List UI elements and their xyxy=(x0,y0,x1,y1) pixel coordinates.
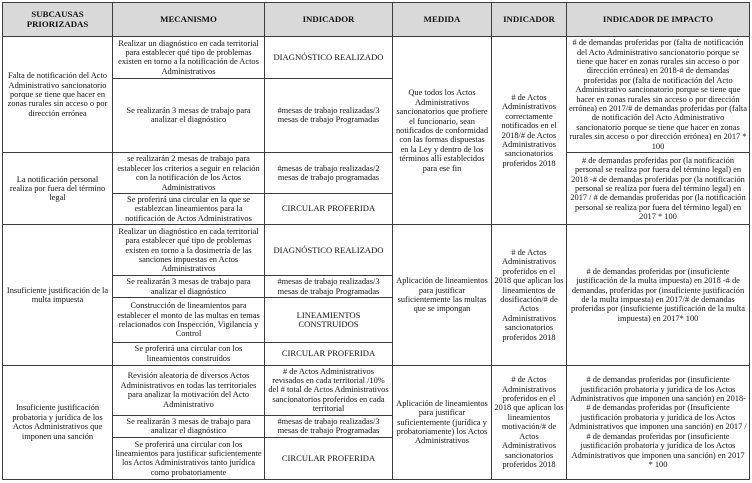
indicador-cell: #mesas de trabajo realizadas/3 mesas de trabajo Programadas xyxy=(265,78,393,153)
subcausa-cell: Falta de notificación del Acto Administrativo sancionatorio porque se tiene que hacer en zonas rurales sin acceso o por dirección errónea xyxy=(3,37,113,153)
impacto-cell: # de demandas proferidas por (falta de notificación del Acto Administrativo sancionatorio porque se tiene que hacer en zonas rurales sin acceso o por dirección errónea) en 2018-# de demandas proferidas por (falta de notificación del Acto Administrativo sancionatorio porque se tiene que hacer en zonas rurales sin acceso o por dirección errónea) en 2017/# de demandas proferidas por (falta de notificación del Acto Administrativo sancionatorio porque se tiene que hacer en zonas rurales sin acceso o por dirección errónea) en 2017 * 100 xyxy=(567,37,750,153)
indicador-medida-cell: # de Actos Administrativos proferidos en el 2018 que aplican los lineamientos motivación/# de Actos Administrativos sancionatorios proferidos 2018 xyxy=(492,365,567,479)
medida-cell: Que todos los Actos Administrativos sancionatorios que profiere el funcionario, sean notificados de conformidad con las formas dispuestas en la Ley y dentro de los términos allí establecidos para ese fin xyxy=(393,37,492,225)
mecanismo-cell: Se proferirá una circular en la que se establezcan lineamientos para la notificación de Actos Administrativos xyxy=(113,193,265,224)
indicador-cell: DIAGNÓSTICO REALIZADO xyxy=(265,225,393,276)
header-mecanismo: MECANISMO xyxy=(113,3,265,37)
header-medida: MEDIDA xyxy=(393,3,492,37)
indicador-cell: LINEAMIENTOS CONSTRUIDOS xyxy=(265,298,393,342)
mecanismo-cell: se realizarán 2 mesas de trabajo para establecer los criterios a seguir en relación con la notificación de los Actos Administrativos xyxy=(113,153,265,194)
mecanismo-cell: Realizar un diagnóstico en cada territorial para establecer qué tipo de problemas existen en torno a la dosimetría de las sanciones impuestas en Actos Administrativos xyxy=(113,225,265,276)
mecanismo-cell: Realizar un diagnóstico en cada territorial para establecer qué tipo de problemas existen en torno a la notificación de Actos Administrativos xyxy=(113,37,265,79)
table-row xyxy=(3,153,750,194)
indicador-medida-cell: # de Actos Administrativos proferidos en el 2018 que aplican los lineamientos de dosificación/# de Actos Administrativos sancionatorios proferidos 2018 xyxy=(492,225,567,365)
medida-cell: Aplicación de lineamientos para justificar suficientemente (jurídica y probatoriamente) los Actos Administrativos xyxy=(393,365,492,479)
indicador-cell: CIRCULAR PROFERIDA xyxy=(265,193,393,224)
indicador-cell: CIRCULAR PROFERIDA xyxy=(265,342,393,365)
mecanismo-cell: Se realizarán 3 mesas de trabajo para analizar el diagnóstico xyxy=(113,415,265,437)
mecanismo-cell: Se proferirá una circular con los lineamientos para justificar suficientemente los Actos Administrativos tanto jurídica como probatoriamente xyxy=(113,437,265,479)
indicador-cell: #mesas de trabajo realizadas/2 mesas de trabajo programadas xyxy=(265,153,393,194)
mecanismo-cell: Se proferirá una circular con los lineamientos construidos xyxy=(113,342,265,365)
subcausa-cell: Insuficiente justificación de la multa impuesta xyxy=(3,225,113,365)
table-row xyxy=(3,365,750,415)
mecanismo-cell: Se realizarán 3 mesas de trabajo para analizar el diagnóstico xyxy=(113,276,265,298)
impacto-cell: # de demandas proferidas por (la notificación personal se realiza por fuera del término legal) en 2018 -# de demandas proferidas por (la notificación personal se realiza por fuera del término legal) en 2017 / # de demandas proferidas por (la notificación personal se realiza por fuera del término legal) en 2017 * 100 xyxy=(567,153,750,225)
medida-cell: Aplicación de lineamientos para justificar suficientemente las multas que se impongan xyxy=(393,225,492,365)
indicador-cell: #mesas de trabajo realizadas/3 mesas de trabajo Programadas xyxy=(265,415,393,437)
indicador-cell: #mesas de trabajo realizadas/3 mesas de trabajo Programadas xyxy=(265,276,393,298)
header-row xyxy=(3,3,750,37)
impacto-cell: # de demandas proferidas por (insuficiente justificación de la multa impuesta) en 2018 -# de demandas, proferidas por (insuficiente justificación de la multa impuesta) en 2017/# de demandas proferidas por (insuficiente justificación de la multa impuesta) en 2017* 100 xyxy=(567,225,750,365)
header-indicador-impacto: INDICADOR DE IMPACTO xyxy=(567,3,750,37)
subcausa-cell: La notificación personal realiza por fuera del término legal xyxy=(3,153,113,225)
causes-table xyxy=(2,2,750,480)
header-subcausas: SUBCAUSAS PRIORIZADAS xyxy=(3,3,113,37)
mecanismo-cell: Construcción de lineamientos para establecer el monto de las multas en temas relacionados con Inspección, Vigilancia y Control xyxy=(113,298,265,342)
indicador-cell: # de Actos Administrativos revisados en cada territorial /10% del # total de Actos Administrativos sancionatorios proferidos en cada territorial xyxy=(265,365,393,415)
indicador-cell: DIAGNÓSTICO REALIZADO xyxy=(265,37,393,79)
indicador-cell: CIRCULAR PROFERIDA xyxy=(265,437,393,479)
mecanismo-cell: Revisión aleatoria de diversos Actos Administrativos en todas las territoriales para analizar la motivación del Acto Administrativo xyxy=(113,365,265,415)
mecanismo-cell: Se realizarán 3 mesas de trabajo para analizar el diagnóstico xyxy=(113,78,265,153)
indicador-medida-cell: # de Actos Administrativos correctamente notificados en el 2018/# de Actos Administrativos sancionatorios proferidos 2018 xyxy=(492,37,567,225)
impacto-cell: # de demandas proferidas por (insuficiente justificación probatoria y jurídica de los Actos Administrativos que imponen una sanción) en 2018-# de demandas proferidas por (Insuficiente justificación probatoria y jurídica de los Actos Administrativos que imponen una sanción) en 2017 / # de demandas proferidas por (insuficiente justificación probatoria y jurídica de los Actos Administrativos que imponen una sanción) en 2017 * 100 xyxy=(567,365,750,479)
header-indicador: INDICADOR xyxy=(265,3,393,37)
header-indicador-2: INDICADOR xyxy=(492,3,567,37)
table-row xyxy=(3,225,750,276)
subcausa-cell: Insuficiente justificación probatoria y jurídica de los Actos Administrativos que imponen una sanción xyxy=(3,365,113,479)
table-row xyxy=(3,37,750,79)
